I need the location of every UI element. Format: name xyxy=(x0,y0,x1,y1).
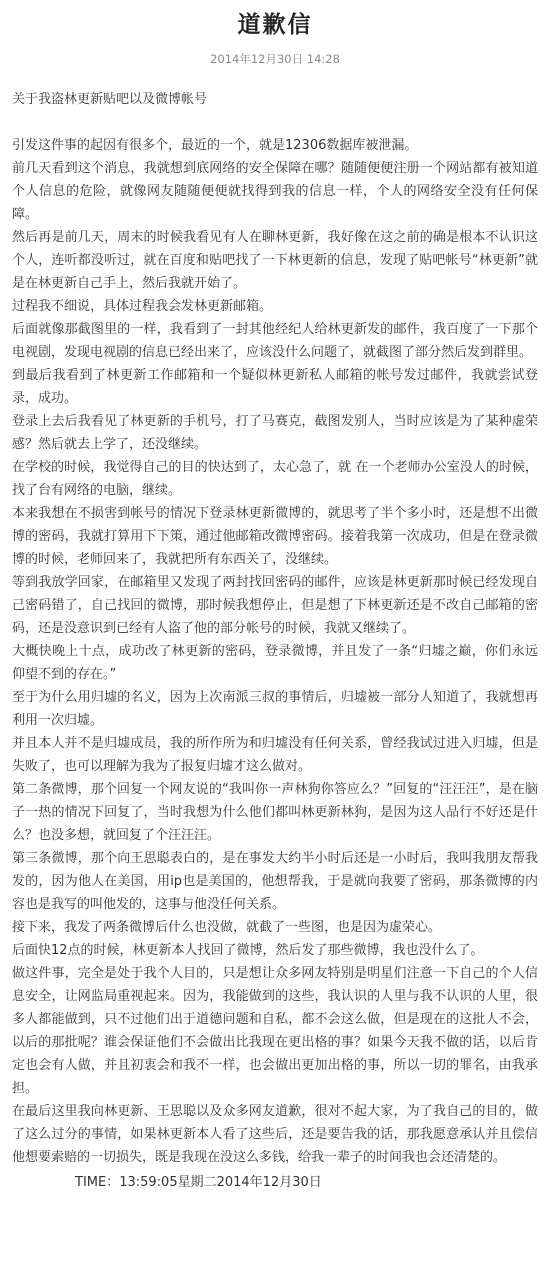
paragraph: 引发这件事的起因有很多个，最近的一个，就是12306数据库被泄漏。 xyxy=(12,138,418,153)
paragraph: 接下来，我发了两条微博后什么也没做，就截了一些图，也是因为虚荣心。 xyxy=(12,920,442,935)
paragraph: 大概快晚上十点，成功改了林更新的密码，登录微博，并且发了一条“归墟之巅，你们永远仰望不到的存在。” xyxy=(12,644,538,682)
letter-body xyxy=(12,134,538,1169)
paragraph: 后面就像那截图里的一样，我看到了一封其他经纪人给林更新发的邮件，我百度了一下那个电视剧，发现电视剧的信息已经出来了，应该没什么问题了，就截图了部分然后发到群里。 xyxy=(12,322,538,360)
paragraph: 并且本人并不是归墟成员，我的所作所为和归墟没有任何关系，曾经我试过进入归墟，但是失败了，也可以理解为我为了报复归墟才这么做对。 xyxy=(12,736,538,774)
paragraph: 在最后这里我向林更新、王思聪以及众多网友道歉，很对不起大家，为了我自己的目的，做了这么过分的事情，如果林更新本人看了这些后，还是要告我的话，那我愿意承认并且偿信他想要索赔的一切损失，既是我现在没这么多钱，给我一辈子的时间我也会还清楚的。 xyxy=(12,1104,538,1165)
time-stamp: TIME：13:59:05星期二2014年12月30日 xyxy=(75,1175,322,1190)
paragraph: 等到我放学回家，在邮箱里又发现了两封找回密码的邮件，应该是林更新那时候已经发现自己密码错了，自己找回的微博，那时候我想停止，但是想了下林更新还是不改自己邮箱的密码，还是没意识到已经有人盗了他的部分帐号的时候，我就又继续了。 xyxy=(12,575,538,636)
paragraph: 登录上去后我看见了林更新的手机号，打了马赛克，截图发别人，当时应该是为了某种虚荣感？然后就去上学了，还没继续。 xyxy=(12,414,538,452)
paragraph: 前几天看到这个消息，我就想到底网络的安全保障在哪？随随便便注册一个网站都有被知道个人信息的危险，就像网友随随便便就找得到我的信息一样，个人的网络安全没有任何保障。 xyxy=(12,161,538,222)
paragraph: 后面快12点的时候，林更新本人找回了微博，然后发了那些微博，我也没什么了。 xyxy=(12,943,484,958)
paragraph: 做这件事，完全是处于我个人目的，只是想让众多网友特别是明星们注意一下自己的个人信息安全，让网监局重视起来。因为，我能做到的这些，我认识的人里与我不认识的人里，很多人都能做到，只不过他们出于道德问题和自私，都不会这么做，但是现在的这批人不会，以后的那批呢？谁会保证他们不会做出比我现在更出格的事？如果今天我不做的话，以后肯定也会有人做，并且初衷会和我不一样，也会做出更加出格的事，所以一切的罪名，由我承担。 xyxy=(12,966,538,1096)
paragraph: 至于为什么用归墟的名义，因为上次南派三叔的事情后，归墟被一部分人知道了，我就想再利用一次归墟。 xyxy=(12,690,538,728)
paragraph: 第三条微博，那个向王思聪表白的，是在事发大约半小时后还是一小时后，我叫我朋友帮我发的，因为他人在美国，用ip也是美国的，他想帮我，于是就向我要了密码，那条微博的内容也是我写的叫他发的，这事与他没任何关系。 xyxy=(12,851,538,912)
letter-subject: 关于我盗林更新贴吧以及微博帐号 xyxy=(12,92,208,107)
page-title: 道歉信 xyxy=(237,12,313,38)
publish-date: 2014年12月30日 14:28 xyxy=(210,52,340,66)
paragraph: 到最后我看到了林更新工作邮箱和一个疑似林更新私人邮箱的帐号发过邮件，我就尝试登录，成功。 xyxy=(12,368,538,406)
paragraph: 第二条微博，那个回复一个网友说的“我叫你一声林狗你答应么？”回复的“汪汪汪”，是在脑子一热的情况下回复了，当时我想为什么他们都叫林更新林狗，是因为这人品行不好还是什么？也没多想，就回复了个汪汪汪。 xyxy=(12,782,538,843)
paragraph: 然后再是前几天，周末的时候我看见有人在聊林更新，我好像在这之前的确是根本不认识这个人，连听都没听过，就在百度和贴吧找了一下林更新的信息，发现了贴吧帐号“林更新”就是在林更新自己手上，然后我就开始了。 xyxy=(12,230,538,291)
paragraph: 本来我想在不损害到帐号的情况下登录林更新微博的，就思考了半个多小时，还是想不出微博的密码，我就打算用下下策，通过他邮箱改微博密码。接着我第一次成功，但是在登录微博的时候，老师回来了，我就把所有东西关了，没继续。 xyxy=(12,506,538,567)
paragraph: 过程我不细说，具体过程我会发林更新邮箱。 xyxy=(12,299,273,314)
paragraph: 在学校的时候，我觉得自己的目的快达到了，太心急了，就 在一个老师办公室没人的时候，找了台有网络的电脑，继续。 xyxy=(12,460,538,498)
